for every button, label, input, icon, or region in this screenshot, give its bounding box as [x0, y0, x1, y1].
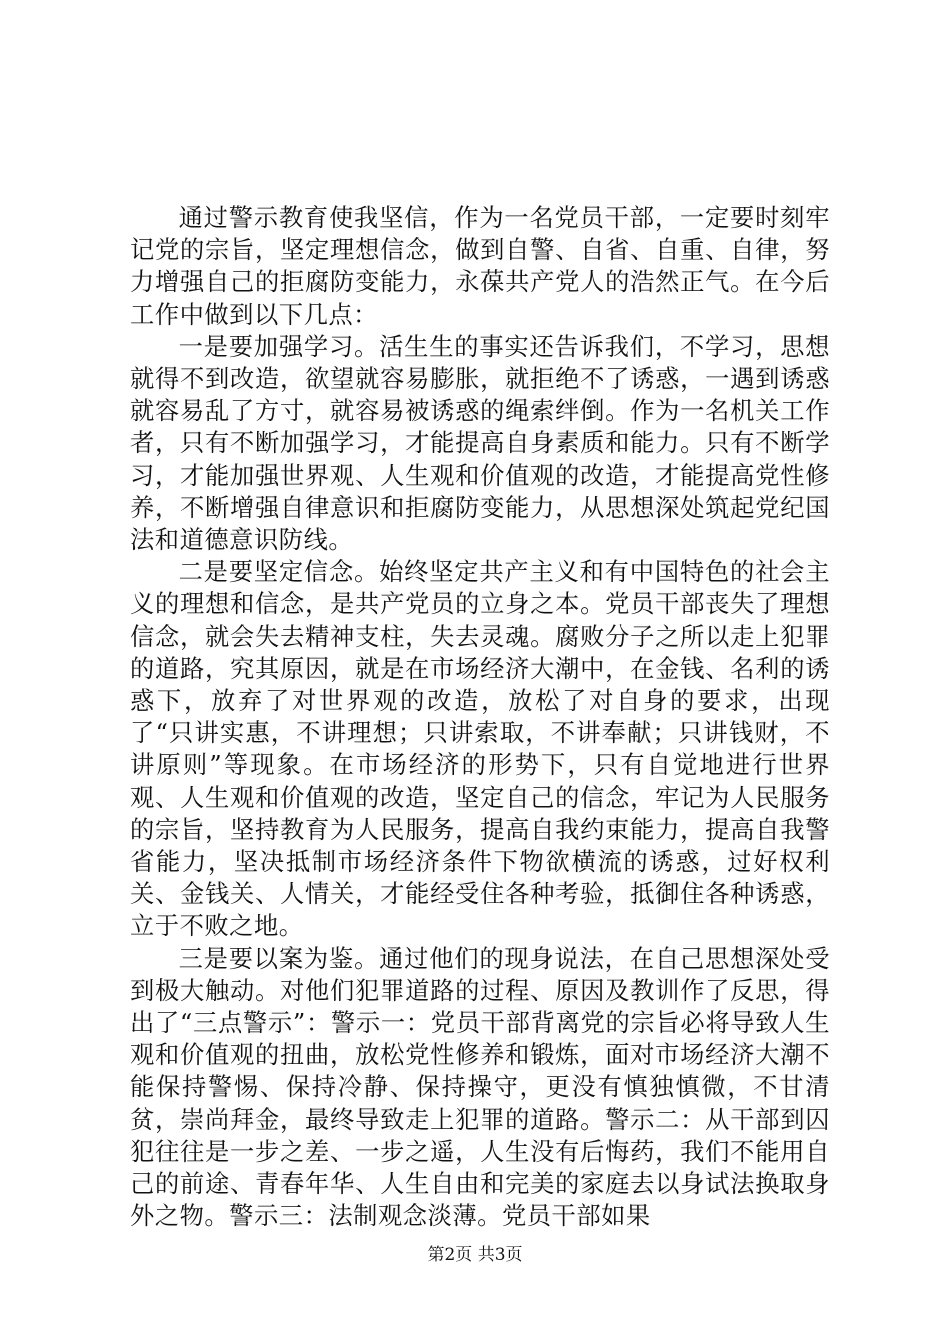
- paragraph-point-two: 二是要坚定信念。始终坚定共产主义和有中国特色的社会主义的理想和信念，是共产党员的立身之本。党员干部丧失了理想信念，就会失去精神支柱，失去灵魂。腐败分子之所以走上犯罪的道路，究其原因，就是在市场经济大潮中，在金钱、名利的诱惑下，放弃了对世界观的改造，放松了对自身的要求，出现了“只讲实惠，不讲理想；只讲索取，不讲奉献；只讲钱财，不讲原则”等现象。在市场经济的形势下，只有自觉地进行世界观、人生观和价值观的改造，坚定自己的信念，牢记为人民服务的宗旨，坚持教育为人民服务，提高自我约束能力，提高自我警省能力，坚决抵制市场经济条件下物欲横流的诱惑，过好权利关、金钱关、人情关，才能经受住各种考验，抵御住各种诱惑，立于不败之地。: [130, 557, 830, 941]
- page-footer: 第2页 共3页: [427, 1245, 523, 1265]
- paragraph-point-three: 三是要以案为鉴。通过他们的现身说法，在自己思想深处受到极大触动。对他们犯罪道路的过程、原因及教训作了反思，得出了“三点警示”：警示一：党员干部背离党的宗旨必将导致人生观和价值观的扭曲，放松党性修养和锻炼，面对市场经济大潮不能保持警惕、保持冷静、保持操守，更没有慎独慎微，不甘清贫，崇尚拜金，最终导致走上犯罪的道路。警示二：从干部到囚犯往往是一步之差、一步之遥，人生没有后悔药，我们不能用自己的前途、青春年华、人生自由和完美的家庭去以身试法换取身外之物。警示三：法制观念淡薄。党员干部如果: [130, 943, 830, 1231]
- paragraph-point-one: 一是要加强学习。活生生的事实还告诉我们，不学习，思想就得不到改造，欲望就容易膨胀，就拒绝不了诱惑，一遇到诱惑就容易乱了方寸，就容易被诱惑的绳索绊倒。作为一名机关工作者，只有不断加强学习，才能提高自身素质和能力。只有不断学习，才能加强世界观、人生观和价值观的改造，才能提高党性修养，不断增强自律意识和拒腐防变能力，从思想深处筑起党纪国法和道德意识防线。: [130, 331, 830, 555]
- paragraph-intro: 通过警示教育使我坚信，作为一名党员干部，一定要时刻牢记党的宗旨，坚定理想信念，做到自警、自省、自重、自律，努力增强自己的拒腐防变能力，永葆共产党人的浩然正气。在今后工作中做到以下几点：: [130, 203, 830, 329]
- document-body: [130, 202, 830, 1233]
